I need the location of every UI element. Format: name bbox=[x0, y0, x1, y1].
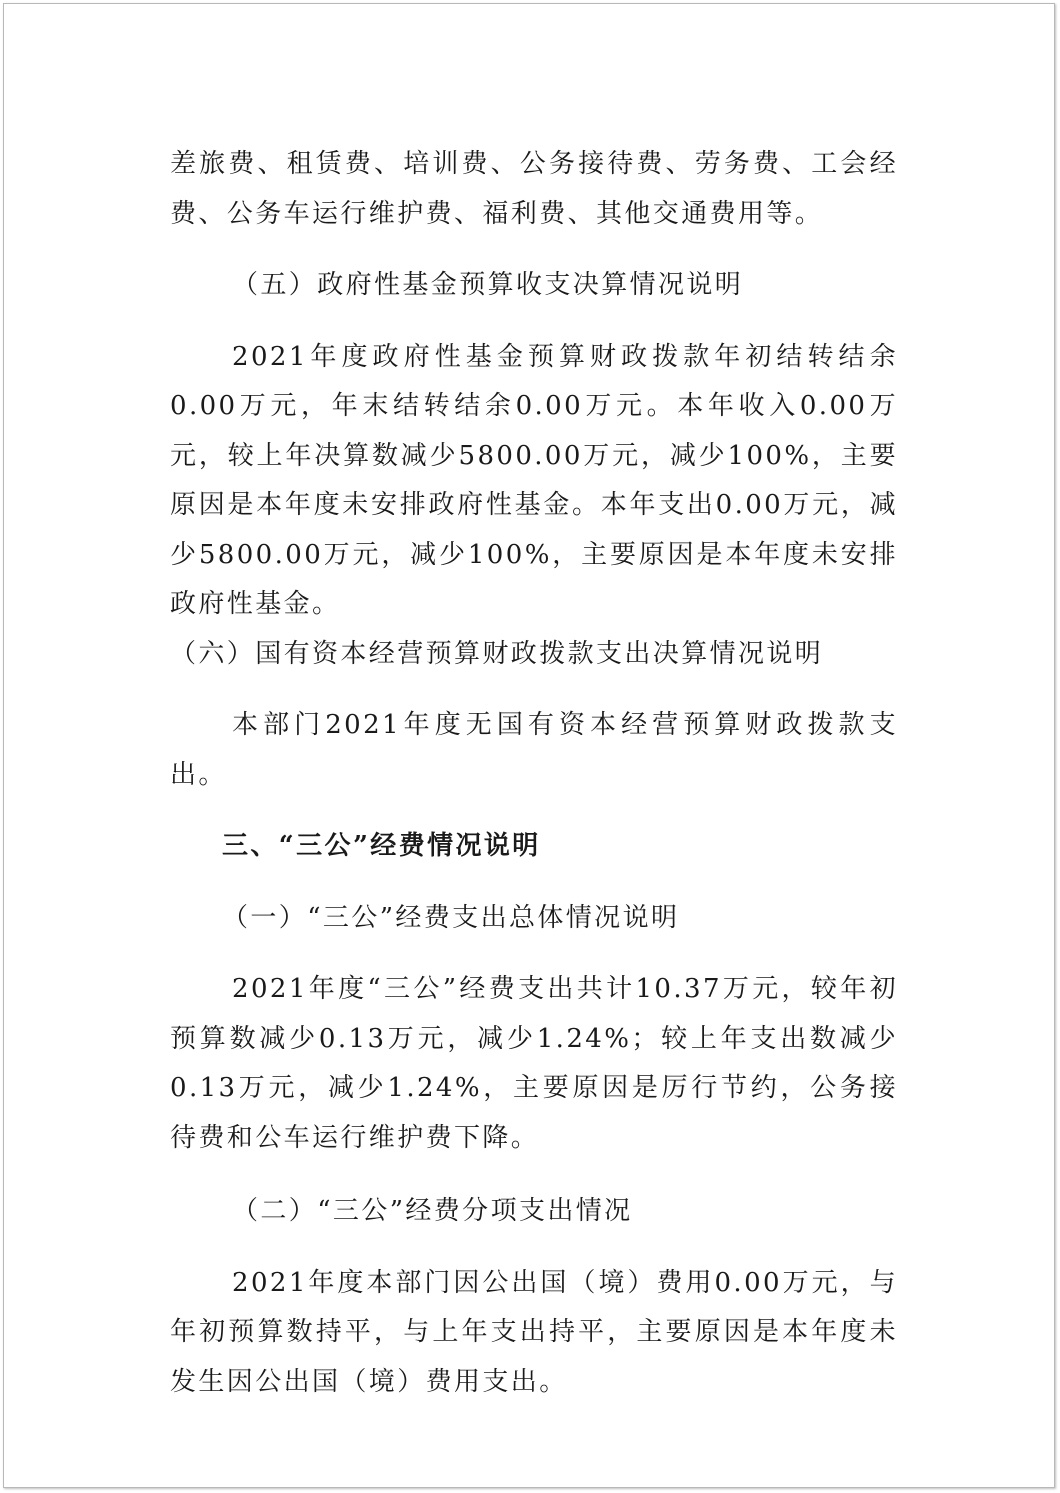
heading-overall-expenses: （一）“三公”经费支出总体情况说明 bbox=[222, 902, 680, 933]
heading-itemized-expenses: （二）“三公”经费分项支出情况 bbox=[232, 1196, 633, 1226]
document-page bbox=[3, 3, 1055, 1488]
heading-state-capital: （六）国有资本经营预算财政拨款支出决算情况说明 bbox=[170, 638, 824, 669]
heading-government-fund: （五）政府性基金预算收支决算情况说明 bbox=[232, 270, 744, 300]
paragraph-government-fund: 2021年度政府性基金预算财政拨款年初结转结余0.00万元，年末结转结余0.00万元。本年收入0.00万元，较上年决算数减少5800.00万元，减少100%，主要原因是本年度未安排政府性基金。本年支出0.00万元，减少5800.00万元，减少100%，主要原因是本年度未安排政府性基金。 bbox=[170, 341, 898, 619]
paragraph-state-capital: 本部门2021年度无国有资本经营预算财政拨款支出。 bbox=[170, 710, 898, 790]
heading-three-public-expenses: 三、“三公”经费情况说明 bbox=[222, 831, 541, 861]
paragraph-expense-items: 差旅费、租赁费、培训费、公务接待费、劳务费、工会经费、公务车运行维护费、福利费、其他交通费用等。 bbox=[170, 149, 898, 229]
document-body bbox=[170, 140, 898, 1407]
paragraph-overseas-travel: 2021年度本部门因公出国（境）费用0.00万元，与年初预算数持平，与上年支出持平，主要原因是本年度未发生因公出国（境）费用支出。 bbox=[170, 1267, 898, 1397]
paragraph-overall-expenses: 2021年度“三公”经费支出共计10.37万元，较年初预算数减少0.13万元，减少1.24%；较上年支出数减少0.13万元，减少1.24%，主要原因是厉行节约，公务接待费和公车运行维护费下降。 bbox=[170, 974, 898, 1153]
